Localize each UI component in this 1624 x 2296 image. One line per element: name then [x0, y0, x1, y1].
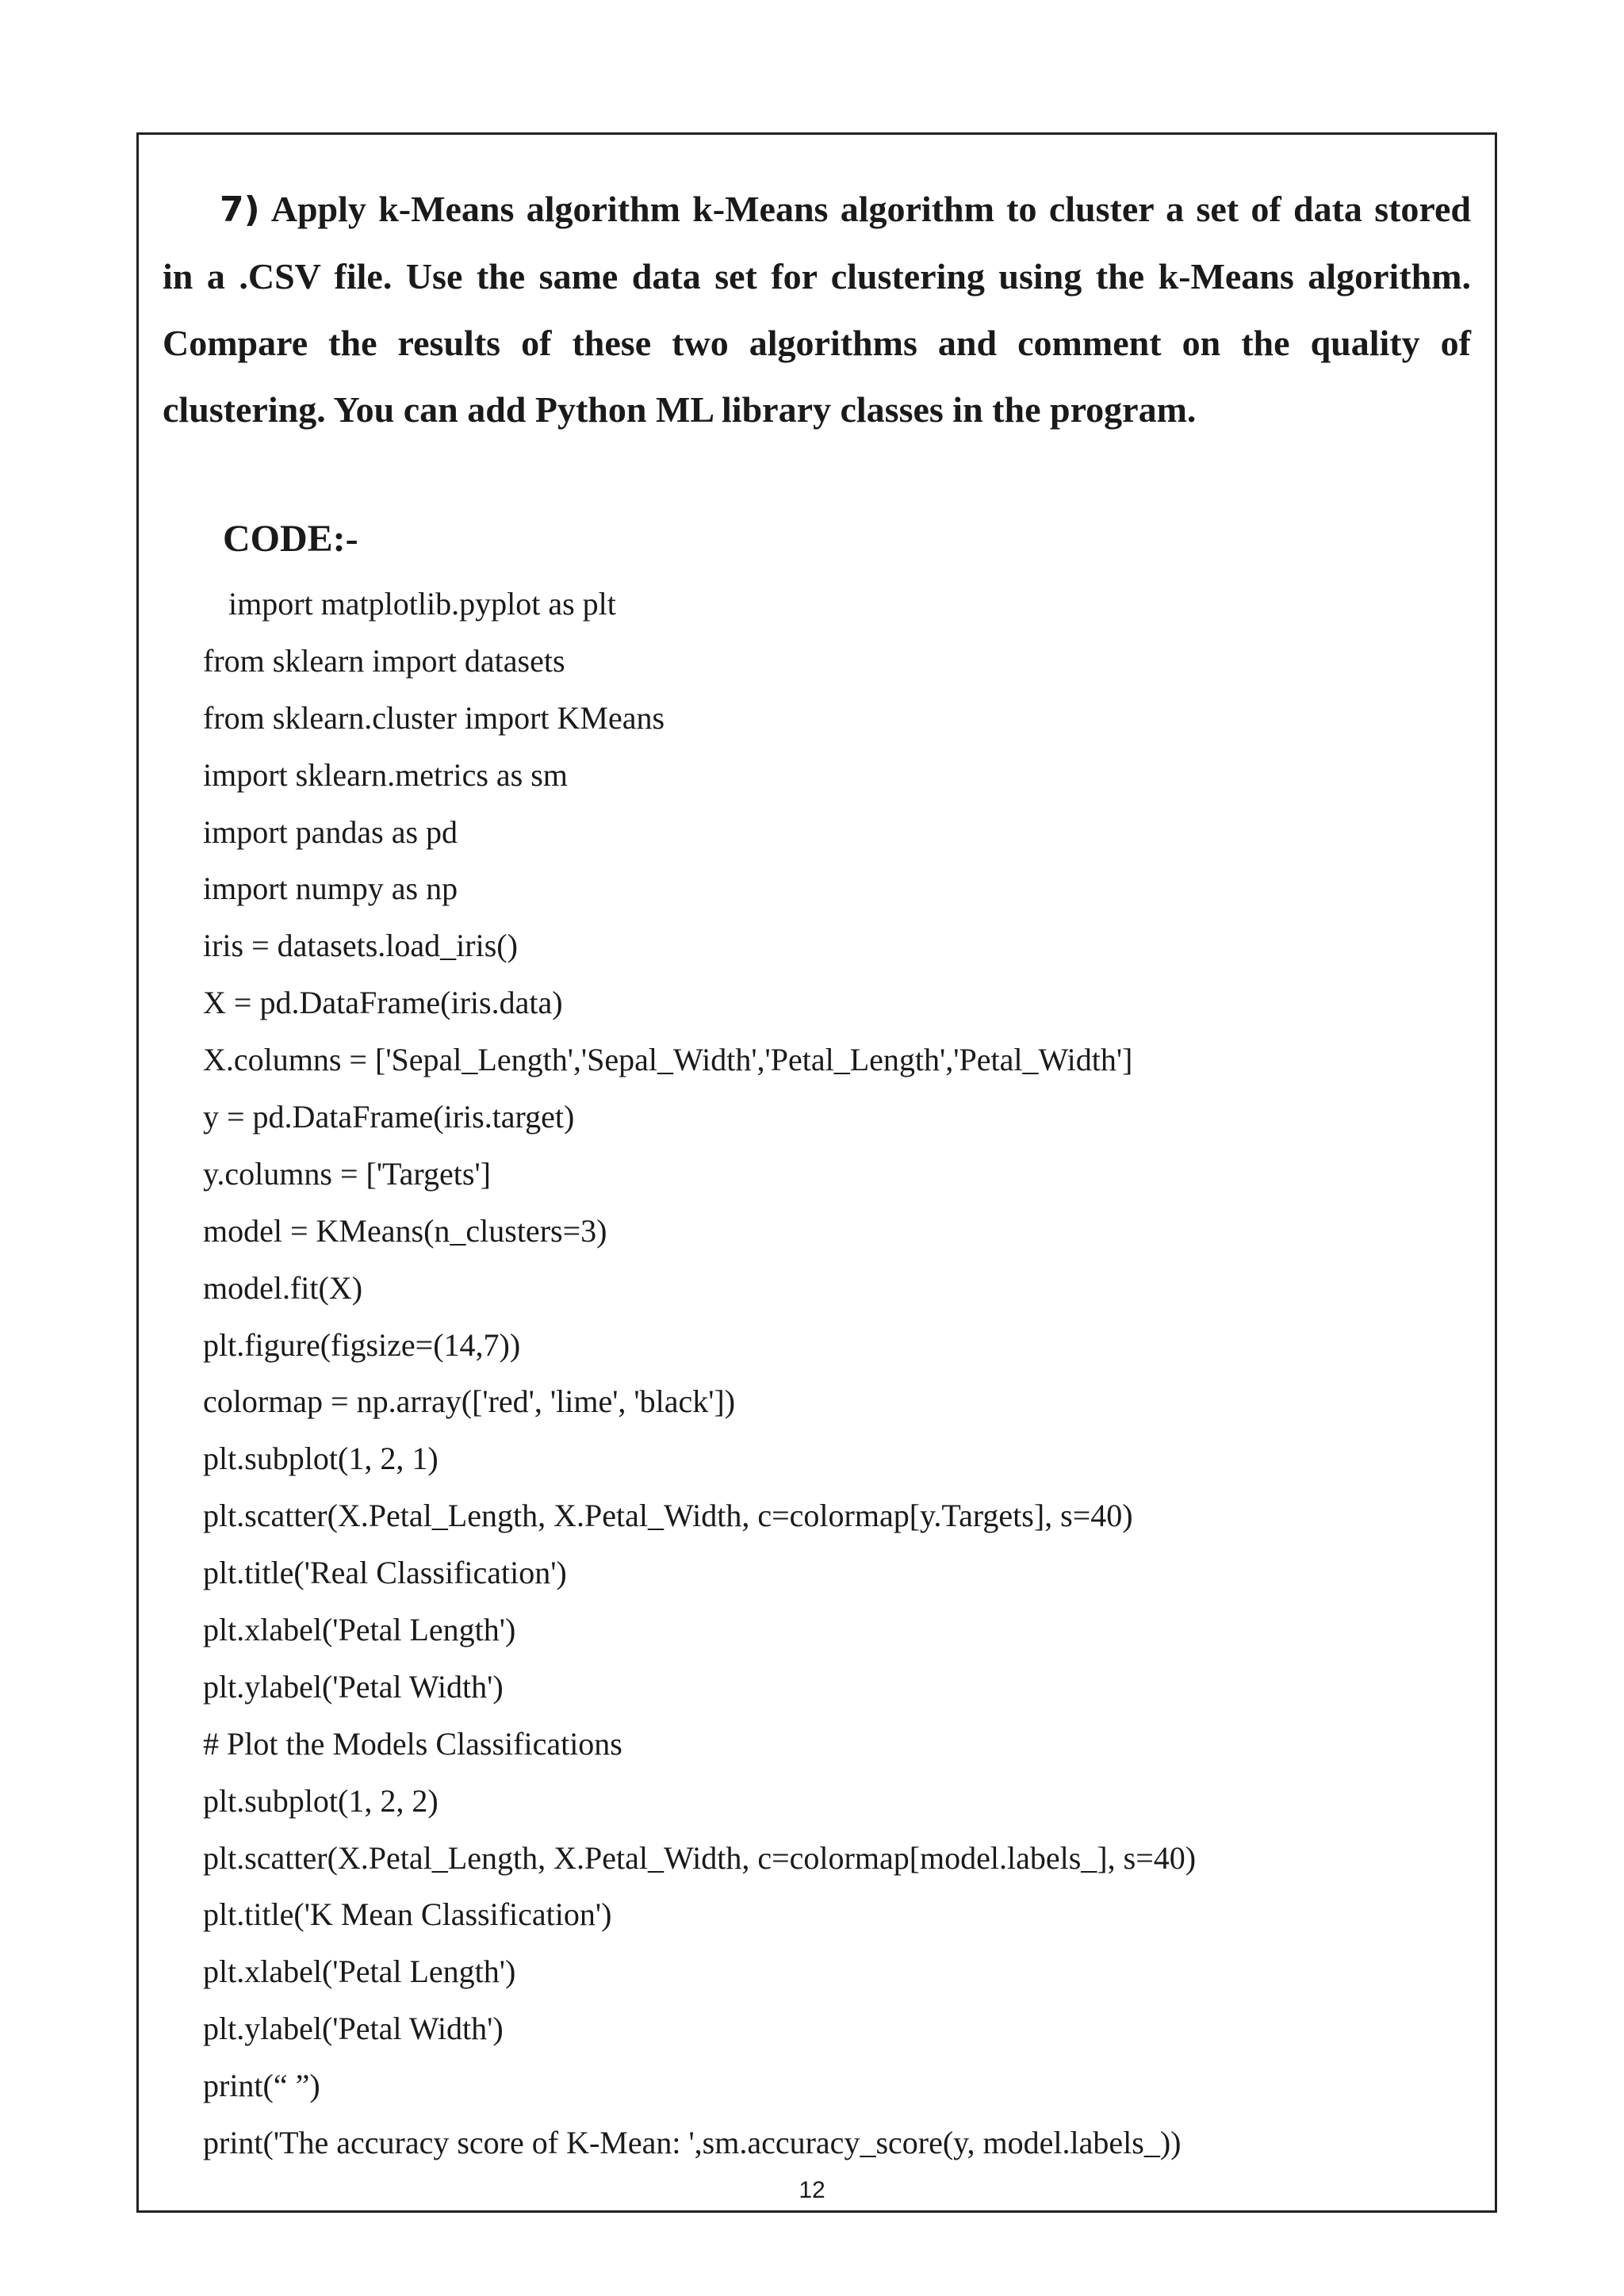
code-line: plt.title('K Mean Classification') [203, 1896, 612, 1933]
code-line: plt.subplot(1, 2, 2) [203, 1782, 439, 1819]
code-line: import sklearn.metrics as sm [203, 756, 568, 793]
code-line: X.columns = ['Sepal_Length','Sepal_Width','Petal_Length','Petal_Width'] [203, 1042, 1133, 1078]
code-line: plt.xlabel('Petal Length') [203, 1954, 516, 1990]
code-line: # Plot the Models Classifications [203, 1725, 622, 1762]
code-line: y.columns = ['Targets'] [203, 1155, 491, 1192]
code-line: import matplotlib.pyplot as plt [228, 586, 616, 622]
code-line: plt.subplot(1, 2, 1) [203, 1441, 439, 1477]
page-number: 12 [799, 2177, 825, 2203]
code-line: print('The accuracy score of K-Mean: ',sm.accuracy_score(y, model.labels_)) [203, 2125, 1182, 2161]
code-line: model.fit(X) [203, 1269, 363, 1306]
code-line: plt.figure(figsize=(14,7)) [203, 1326, 521, 1363]
question-text: Apply k-Means algorithm k-Means algorithm to cluster a set of data stored in a .CSV file. Use the same data set for clustering using the k-Means algorithm. Compare the results of these two algorithms and comment on the quality of clustering. You can add Python ML library classes in the program. [163, 189, 1471, 430]
code-line: X = pd.DataFrame(iris.data) [203, 985, 563, 1021]
code-line: plt.scatter(X.Petal_Length, X.Petal_Width, c=colormap[y.Targets], s=40) [203, 1498, 1133, 1534]
code-line: plt.title('Real Classification') [203, 1555, 567, 1591]
code-line: plt.ylabel('Petal Width') [203, 2011, 504, 2047]
code-line: colormap = np.array(['red', 'lime', 'black']) [203, 1383, 736, 1420]
code-line: plt.scatter(X.Petal_Length, X.Petal_Width, c=colormap[model.labels_], s=40) [203, 1839, 1197, 1876]
code-line: plt.ylabel('Petal Width') [203, 1668, 504, 1705]
code-line: import pandas as pd [203, 813, 458, 850]
code-line: print(“ ”) [203, 2068, 320, 2104]
code-line: plt.xlabel('Petal Length') [203, 1612, 516, 1648]
code-line: iris = datasets.load_iris() [203, 928, 518, 964]
code-heading: CODE:- [223, 518, 358, 560]
code-listing [203, 576, 1196, 2172]
question-number: 7) [220, 189, 260, 230]
question-statement [163, 176, 1471, 443]
code-line: from sklearn import datasets [203, 642, 565, 679]
code-line: model = KMeans(n_clusters=3) [203, 1212, 607, 1249]
code-line: y = pd.DataFrame(iris.target) [203, 1099, 575, 1135]
code-line: from sklearn.cluster import KMeans [203, 699, 665, 736]
code-line: import numpy as np [203, 871, 458, 907]
